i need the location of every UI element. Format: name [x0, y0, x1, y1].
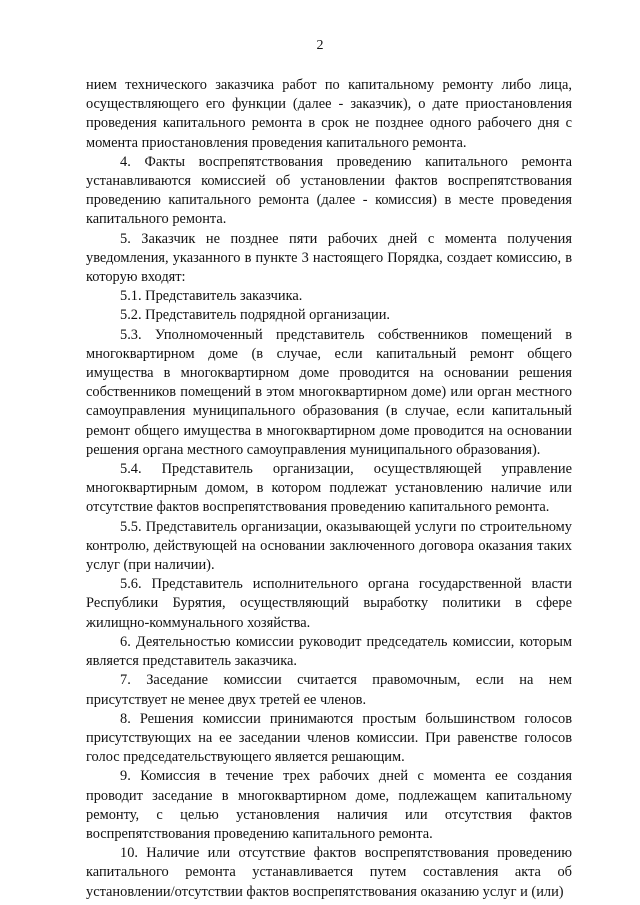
paragraph-5-2: 5.2. Представитель подрядной организации.	[120, 307, 391, 324]
paragraph-continuation: нием технического заказчика работ по капитальному ремонту либо лица, осуществляющего его функции (далее - заказчик), о дате приостановления проведения капитального ремонта в срок не позднее одного рабочего дня с момента приостановления проведения капитального ремонта.	[86, 77, 572, 151]
paragraph-5: 5. Заказчик не позднее пяти рабочих дней с момента получения уведомления, указанного в пункте 3 настоящего Порядка, создает комиссию, в которую входят:	[86, 230, 572, 286]
paragraph-7: 7. Заседание комиссии считается правомочным, если на нем присутствует не менее двух третей ее членов.	[86, 672, 572, 708]
paragraph-5-4: 5.4. Представитель организации, осуществляющей управление многоквартирным домом, в котором подлежат установлению наличие или отсутствие фактов воспрепятствования проведению капитального ремонта.	[86, 461, 572, 516]
page-number: 2	[316, 38, 324, 53]
paragraph-9: 9. Комиссия в течение трех рабочих дней с момента ее создания проводит заседание в многоквартирном доме, подлежащем капитальному ремонту, с целью установления наличия или отсутствия фактов воспрепятствования проведению капитального ремонта.	[86, 768, 572, 842]
paragraph-6: 6. Деятельностью комиссии руководит председатель комиссии, которым является представитель заказчика.	[86, 633, 572, 670]
paragraph-5-5: 5.5. Представитель организации, оказывающей услуги по строительному контролю, действующей на основании заключенного договора оказания таких услуг (при наличии).	[86, 518, 572, 574]
paragraph-4: 4. Факты воспрепятствования проведению капитального ремонта устанавливаются комиссией об установлении фактов воспрепятствования проведению капитального ремонта (далее - комиссия) в месте проведения капитального ремонта.	[86, 153, 572, 228]
paragraph-5-6: 5.6. Представитель исполнительного органа государственной власти Республики Бурятия, осуществляющий выработку политики в сфере жилищно-коммунального хозяйства.	[86, 576, 572, 631]
paragraph-5-1: 5.1. Представитель заказчика.	[120, 288, 303, 305]
paragraph-10: 10. Наличие или отсутствие фактов воспрепятствования проведению капитального ремонта устанавливается путем составления акта об установлении/отсутствии фактов воспрепятствования оказанию услуг и (или)	[86, 845, 572, 900]
document-body	[86, 76, 572, 902]
paragraph-5-3: 5.3. Уполномоченный представитель собственников помещений в многоквартирном доме (в случае, если капитальный ремонт общего имущества в многоквартирном доме проводится на основании решения собственников помещений в этом многоквартирном доме) или орган местного самоуправления муниципального образования (в случае, если капитальный ремонт общего имущества в многоквартирном доме проводится на основании решения органа местного самоуправления муниципального образования).	[86, 326, 572, 458]
paragraph-8: 8. Решения комиссии принимаются простым большинством голосов присутствующих на ее заседании членов комиссии. При равенстве голосов голос председательствующего является решающим.	[86, 710, 572, 766]
